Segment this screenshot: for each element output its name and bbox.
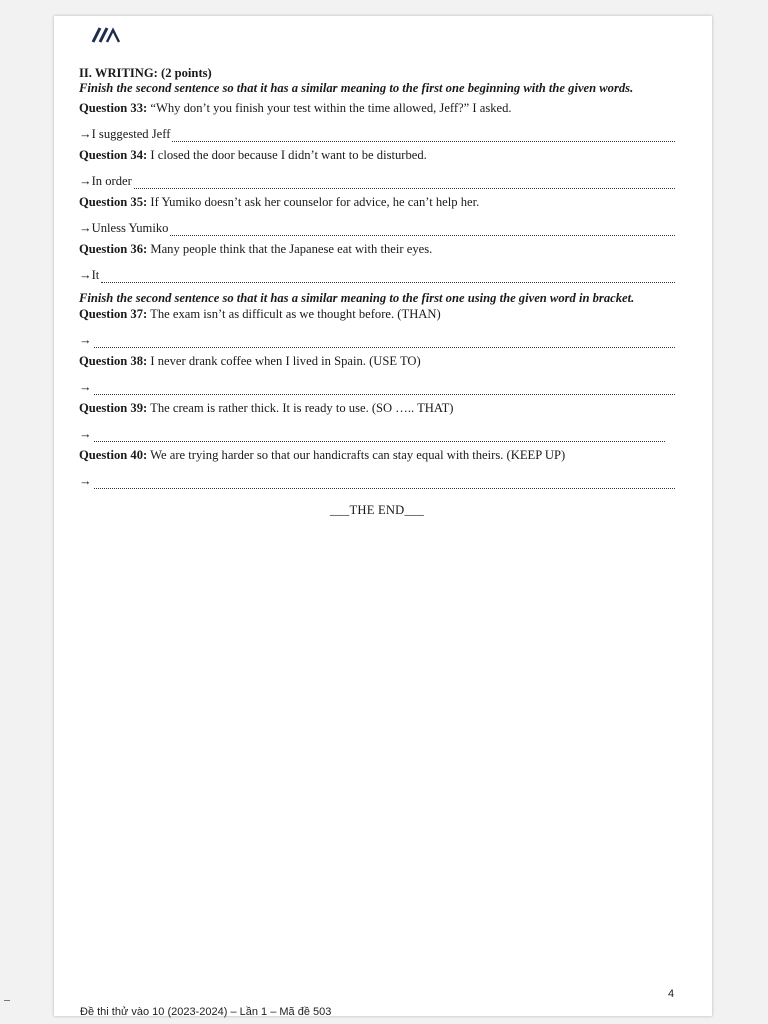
document-page — [54, 16, 712, 1016]
question-33: Question 33: “Why don’t you finish your test within the time allowed, Jeff?” I asked. — [79, 101, 512, 115]
publisher-logo-icon — [91, 26, 121, 44]
question-39: Question 39: The cream is rather thick. It is ready to use. (SO ….. THAT) — [79, 401, 454, 415]
answer-line-34[interactable]: →In order — [79, 174, 675, 189]
answer-line-37[interactable]: → — [79, 333, 675, 348]
question-35: Question 35: If Yumiko doesn’t ask her counselor for advice, he can’t help her. — [79, 195, 480, 209]
answer-line-33[interactable]: →I suggested Jeff — [79, 127, 675, 142]
dotted-line — [94, 477, 675, 489]
scan-edge-mark — [4, 1000, 10, 1001]
instruction-1: Finish the second sentence so that it has a similar meaning to the first one beginning with the given words. — [79, 81, 634, 95]
instruction-2: Finish the second sentence so that it has a similar meaning to the first one using the given word in bracket. — [79, 291, 635, 305]
question-37: Question 37: The exam isn’t as difficult as we thought before. (THAN) — [79, 307, 441, 321]
writing-section — [79, 66, 675, 518]
answer-line-40[interactable]: → — [79, 474, 675, 489]
section-title: II. WRITING: (2 points) — [79, 66, 212, 80]
dotted-line — [170, 224, 675, 236]
answer-line-38[interactable]: → — [79, 380, 675, 395]
question-38: Question 38: I never drank coffee when I lived in Spain. (USE TO) — [79, 354, 421, 368]
question-36: Question 36: Many people think that the Japanese eat with their eyes. — [79, 242, 433, 256]
page-number: 4 — [668, 988, 675, 1000]
dotted-line — [94, 430, 665, 442]
dotted-line — [94, 336, 675, 348]
dotted-line — [101, 271, 675, 283]
question-34: Question 34: I closed the door because I didn’t want to be disturbed. — [79, 148, 427, 162]
answer-line-35[interactable]: →Unless Yumiko — [79, 221, 675, 236]
dotted-line — [94, 383, 675, 395]
dotted-line — [134, 177, 675, 189]
the-end-marker: ___THE END___ — [330, 503, 424, 517]
page-footer: Đề thi thử vào 10 (2023-2024) – Lần 1 – Mã đề 503 — [80, 1006, 332, 1018]
answer-line-36[interactable]: →It — [79, 268, 675, 283]
answer-line-39[interactable]: → — [79, 427, 675, 442]
question-40: Question 40: We are trying harder so that our handicrafts can stay equal with theirs. (KEEP UP) — [79, 448, 566, 462]
dotted-line — [172, 130, 675, 142]
